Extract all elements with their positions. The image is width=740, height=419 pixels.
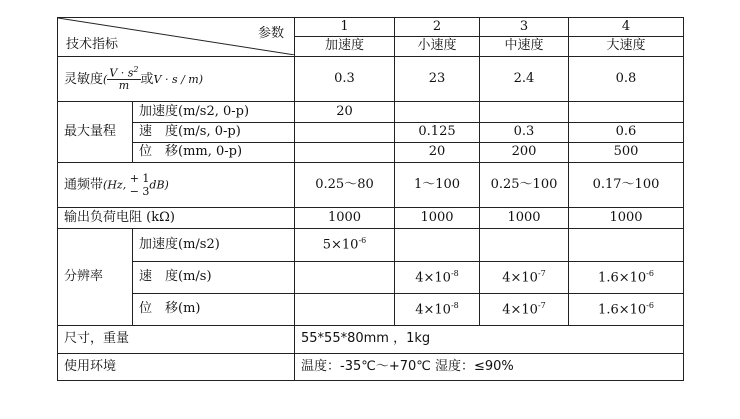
resolution-label: 分辨率 xyxy=(58,229,133,326)
environment-label: 使用环境 xyxy=(58,354,295,381)
freq-band-label-cell: 通频带(Hz, + 1 − 3 dB) xyxy=(58,163,295,208)
max-range-value xyxy=(295,123,395,143)
max-range-label: 最大量程 xyxy=(58,102,133,163)
output-resistance-value: 1000 xyxy=(395,208,480,229)
col-name-4: 大速度 xyxy=(569,37,684,57)
output-resistance-label: 输出负荷电阻 (kΩ) xyxy=(58,208,295,229)
max-range-value: 500 xyxy=(569,143,684,163)
resolution-value: $4\times 10^{-7}$ xyxy=(480,294,569,326)
max-range-sublabel: 加速度(m/s2, 0-p) xyxy=(133,102,295,123)
indicator-label: 技术指标 xyxy=(66,36,119,52)
sensitivity-label-cell: 灵敏度( $\frac{V \cdot s^2}{m}$ 或V · s / m) xyxy=(58,57,295,102)
freq-band-value-1: 0.25～80 xyxy=(295,163,395,208)
sensitivity-unit-fraction: $\frac{V \cdot s^2}{m}$ xyxy=(109,64,139,93)
freq-band-value-4: 0.17～100 xyxy=(569,163,684,208)
max-range-value xyxy=(395,102,480,123)
max-range-value xyxy=(569,102,684,123)
col-num-2: 2 xyxy=(395,18,480,37)
max-range-sublabel: 位 移(mm, 0-p) xyxy=(133,143,295,163)
max-range-value: 0.3 xyxy=(480,123,569,143)
max-range-value: 0.6 xyxy=(569,123,684,143)
spec-table xyxy=(57,17,684,381)
resolution-value: $4\times 10^{-8}$ xyxy=(395,294,480,326)
resolution-sublabel: 加速度(m/s2) xyxy=(133,229,295,262)
resolution-value: $5\times 10^{-6}$ xyxy=(295,229,395,262)
max-range-value: 200 xyxy=(480,143,569,163)
resolution-sublabel: 速 度(m/s) xyxy=(133,262,295,294)
col-num-1: 1 xyxy=(295,18,395,37)
param-label: 参数 xyxy=(257,26,284,41)
sensitivity-value-4: 0.8 xyxy=(569,57,684,102)
header-corner-cell xyxy=(58,18,295,57)
max-range-sublabel: 速 度(m/s, 0-p) xyxy=(133,123,295,143)
col-name-1: 加速度 xyxy=(295,37,395,57)
resolution-value xyxy=(295,262,395,294)
freq-band-label: 通频带 xyxy=(64,177,104,193)
max-range-value xyxy=(480,102,569,123)
resolution-value: $4\times 10^{-7}$ xyxy=(480,262,569,294)
output-resistance-value: 1000 xyxy=(480,208,569,229)
resolution-value: $1.6\times 10^{-6}$ xyxy=(569,294,684,326)
resolution-value xyxy=(480,229,569,262)
max-range-value: 20 xyxy=(395,143,480,163)
freq-band-value-2: 1～100 xyxy=(395,163,480,208)
resolution-value: $1.6\times 10^{-6}$ xyxy=(569,262,684,294)
col-num-4: 4 xyxy=(569,18,684,37)
freq-band-tolerance: + 1 − 3 xyxy=(129,171,150,198)
size-weight-value: 55*55*80mm ，1kg xyxy=(295,326,684,354)
resolution-value xyxy=(569,229,684,262)
freq-band-value-3: 0.25～100 xyxy=(480,163,569,208)
col-num-3: 3 xyxy=(480,18,569,37)
sensitivity-label: 灵敏度 xyxy=(64,71,104,87)
sensitivity-value-2: 23 xyxy=(395,57,480,102)
output-resistance-value: 1000 xyxy=(295,208,395,229)
resolution-sublabel: 位 移(m) xyxy=(133,294,295,326)
max-range-value: 20 xyxy=(295,102,395,123)
output-resistance-value: 1000 xyxy=(569,208,684,229)
resolution-value xyxy=(295,294,395,326)
environment-value: 温度：-35℃～+70℃ 湿度：≤90% xyxy=(295,354,684,381)
max-range-value: 0.125 xyxy=(395,123,480,143)
resolution-value: $4\times 10^{-8}$ xyxy=(395,262,480,294)
col-name-2: 小速度 xyxy=(395,37,480,57)
size-weight-label: 尺寸，重量 xyxy=(58,326,295,354)
col-name-3: 中速度 xyxy=(480,37,569,57)
max-range-value xyxy=(295,143,395,163)
sensitivity-value-3: 2.4 xyxy=(480,57,569,102)
resolution-value xyxy=(395,229,480,262)
sensitivity-value-1: 0.3 xyxy=(295,57,395,102)
